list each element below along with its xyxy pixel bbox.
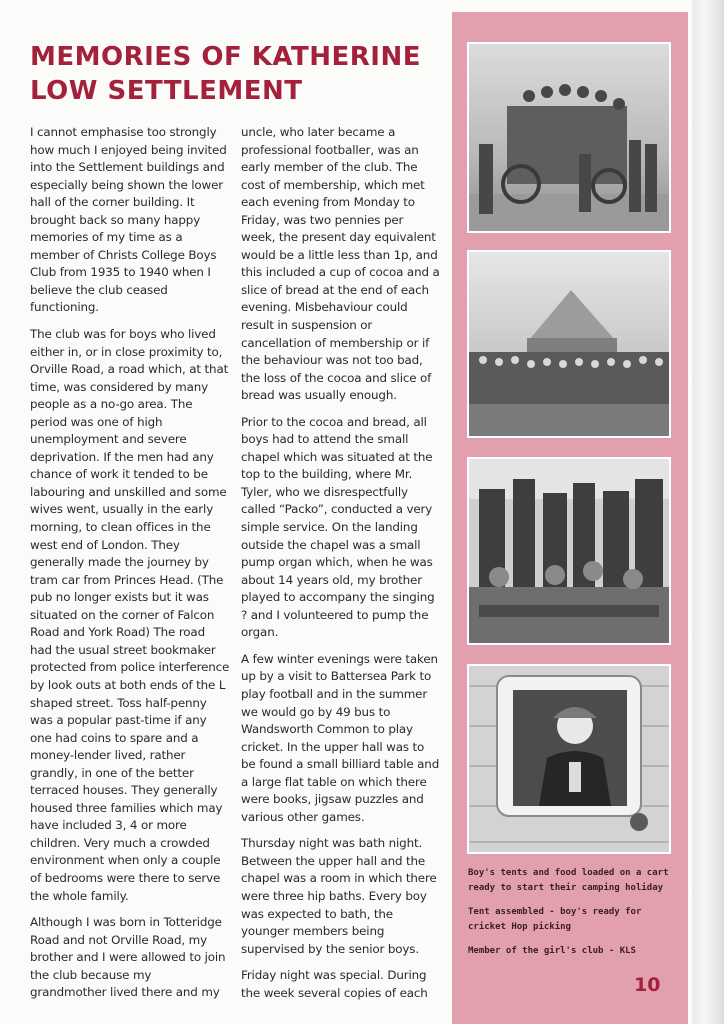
- paragraph: Although I was born in Totteridge Road and not Orville Road, my brother and I were allowed to join the club because my grandmother lived there and my: [30, 915, 226, 1000]
- photo-sidebar: [452, 12, 688, 1024]
- paragraph: Friday night was special. During the week several copies of each: [241, 968, 428, 1000]
- article-column-left: [30, 124, 230, 1011]
- photo-tent-assembled: [467, 250, 671, 438]
- paragraph: A few winter evenings were taken up by a visit to Battersea Park to play football and in the summer we would go by 49 bus to Wandsworth Common to play cricket. In the upper hall was to be found a small billiard table and a large flat table on which there were books, jigsaw puzzles and various other games.: [241, 651, 440, 824]
- hop-picking-photo-image: [469, 459, 669, 643]
- paragraph: I cannot emphasise too strongly how much I enjoyed being invited into the Settlement buildings and especially being shown the lower hall of the corner building. It brought back so many happy memories of my time as a member of Christs College Boys Club from 1935 to 1940 when I believe the club ceased functioning.: [30, 125, 227, 315]
- caption: Boy's tents and food loaded on a cart ready to start their camping holiday: [468, 868, 669, 893]
- photo-girls-club-member: [467, 664, 671, 854]
- article-column-right: [241, 124, 441, 1011]
- article-title-line-2: LOW SETTLEMENT: [30, 76, 303, 106]
- photo-hop-picking: [467, 457, 671, 645]
- photo-captions: [468, 866, 682, 968]
- caption: Tent assembled - boy's ready for cricket Hop picking: [468, 907, 642, 932]
- page-number: 10: [634, 974, 661, 996]
- cart-photo-image: [469, 44, 669, 231]
- photo-cart-loaded: [467, 42, 671, 233]
- paragraph: Thursday night was bath night. Between the upper hall and the chapel was a room in which there were three hip baths. Every boy was expected to bath, the younger members being supervised by the senior boys.: [241, 836, 437, 956]
- paragraph: The club was for boys who lived either in, or in close proximity to, Orville Road, a road which, at that time, was considered by many people as a no-go area. The period was one of high unemployment and severe deprivation. If the men had any chance of work it tended to be labouring and unskilled and some wives went, usually in the early morning, to clean offices in the west end of London. They generally made the journey by tram car from Princes Head. (The pub no longer exists but it was situated on the corner of Falcon Road and York Road) The road had the usual street bookmaker protected from police interference by look outs at both ends of the L shaped street. Toss half-penny was a popular past-time if any one had coins to spare and a money-lender lived, rather grandly, in one of the better terraced houses. They generally housed three families which may have included 3, 4 or more children. Very much a crowded environment when only a couple of bedrooms were there to serve the whole family.: [30, 327, 230, 903]
- article-title: [30, 40, 450, 108]
- tent-photo-image: [469, 252, 669, 436]
- article-title-line-1: MEMORIES OF KATHERINE: [30, 42, 421, 72]
- girls-club-photo-image: [469, 666, 669, 852]
- paragraph: uncle, who later became a professional footballer, was an early member of the club. The cost of membership, which met each evening from Monday to Friday, was two pennies per week, the present day equivalent would be a little less than 1p, and this included a cup of cocoa and a slice of bread at the end of each evening. Misbehaviour could result in suspension or cancellation of membership or if the behaviour was not too bad, the loss of the cocoa and slice of bread was usually enough.: [241, 125, 440, 403]
- caption: Member of the girl's club - KLS: [468, 946, 636, 956]
- paragraph: Prior to the cocoa and bread, all boys had to attend the small chapel which was situated at the top to the building, where Mr. Tyler, who we disrespectfully called “Packo”, conducted a very simple service. On the landing outside the chapel was a small pump organ which, when he was about 14 years old, my brother played to accompany the singing ? and I volunteered to pump the organ.: [241, 414, 435, 640]
- page-binding-edge: [692, 0, 724, 1024]
